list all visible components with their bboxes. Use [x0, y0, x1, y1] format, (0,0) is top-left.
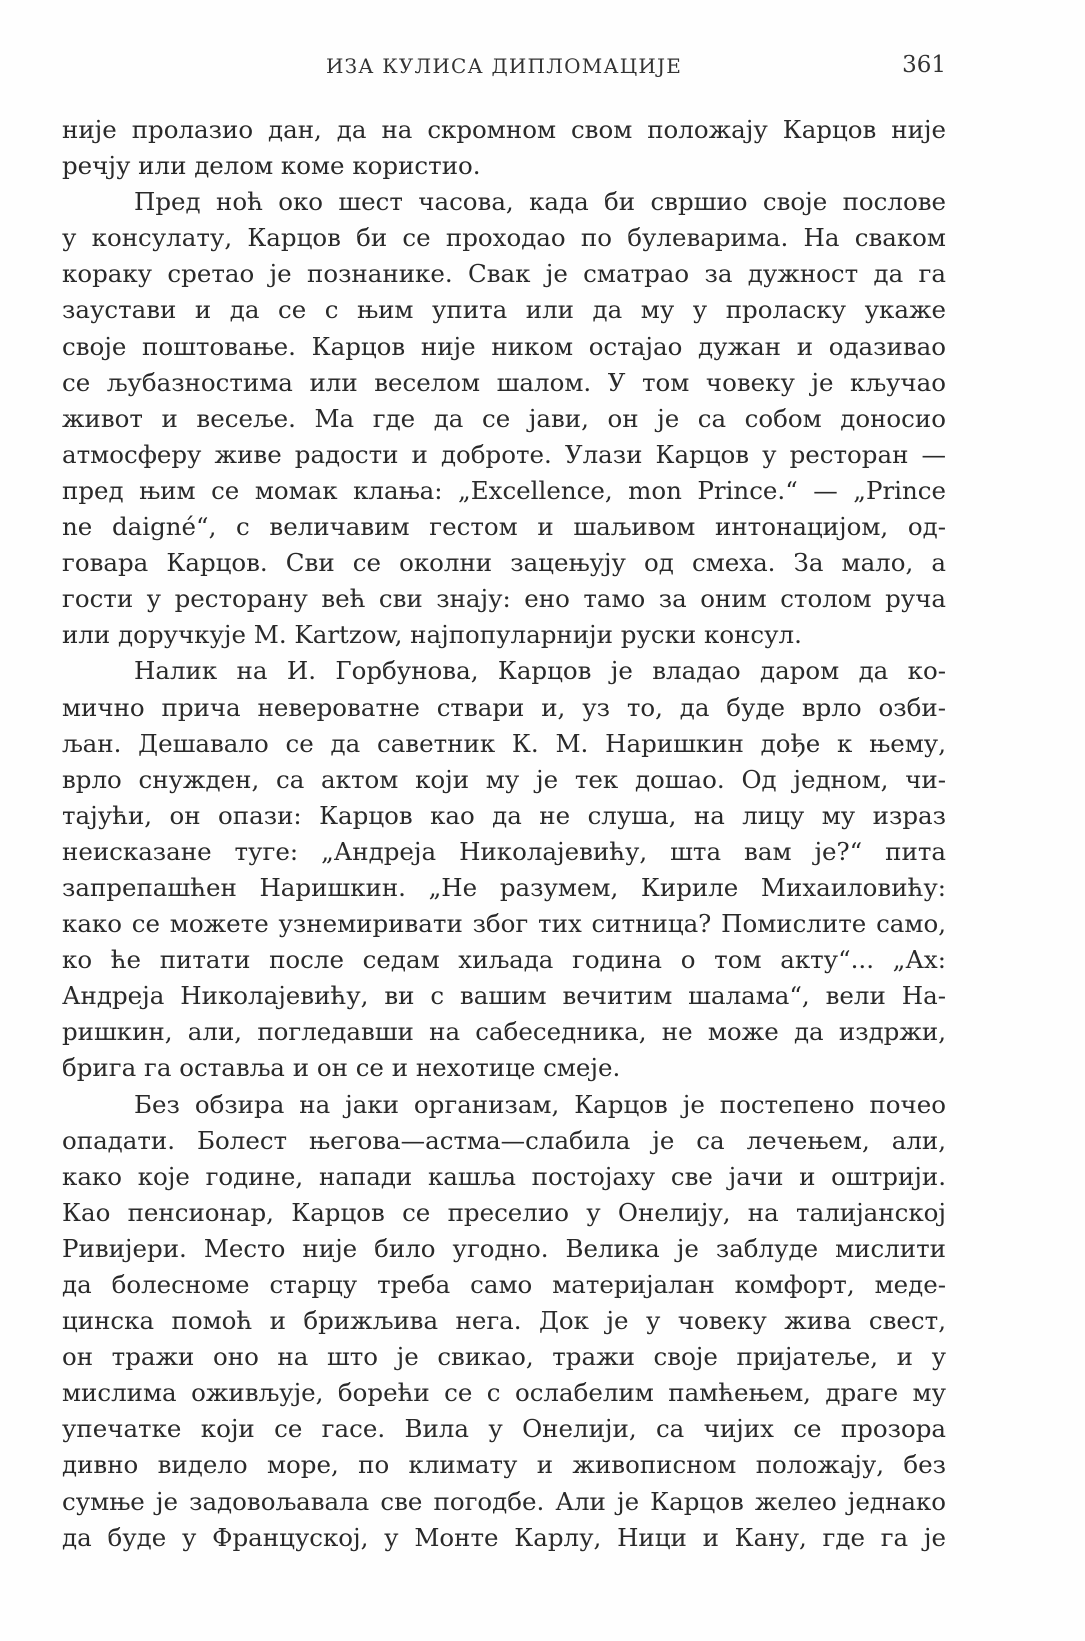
text-line: речју или делом коме користио.: [62, 151, 481, 181]
text-line: тајући, он опази: Карцов као да не слуша, на лицу му израз: [62, 800, 946, 830]
text-line: љан. Дешавало се да саветник К. М. Наришкин дође к њему,: [62, 728, 946, 758]
text-line: ришкин, али, погледавши на сабеседника, не може да издржи,: [62, 1017, 946, 1047]
text-line: Андреја Николајевићу, ви с вашим вечитим шалама“, вели На-: [62, 981, 946, 1011]
text-line: како које године, напади кашља постојаху све јачи и оштрији.: [62, 1161, 946, 1191]
text-line: неисказане туге: „Андреја Николајевићу, шта вам је?“ пита: [62, 836, 946, 866]
text-line: Као пенсионар, Карцов се преселио у Онелију, на талијанској: [62, 1197, 946, 1227]
text-line: кораку сретао је познанике. Свак је сматрао за дужност да га: [62, 259, 946, 289]
text-line: сумње је задовољавала све погодбе. Али је Карцов желео једнако: [62, 1486, 946, 1516]
text-line: врло снужден, са актом који му је тек дошао. Од једном, чи-: [62, 764, 946, 794]
text-line: или доручкује М. Kartzow, најпопуларнији руски консул.: [62, 620, 802, 650]
text-line: он тражи оно на што је свикао, тражи своје пријатеље, и у: [62, 1342, 946, 1372]
text-line: заустави и да се с њим упита или да му у проласку укаже: [62, 295, 946, 325]
text-line: да буде у Француској, у Монте Карлу, Ници и Кану, где га је: [62, 1522, 946, 1552]
text-line: у консулату, Карцов би се проходао по булеварима. На сваком: [62, 223, 946, 253]
text-line: ne daigné“, с величавим гестом и шаљивом интонацијом, од-: [62, 512, 946, 542]
text-line: дивно видело море, по климату и живописном положају, без: [62, 1450, 946, 1480]
text-line: говара Карцов. Сви се околни зацењују од смеха. За мало, а: [62, 548, 946, 578]
running-title: ИЗА КУЛИСА ДИПЛОМАЦИЈЕ: [325, 54, 683, 78]
text-line: брига га оставља и он се и нехотице смеје.: [62, 1053, 621, 1083]
text-line: се љубазностима или веселом шалом. У том човеку је кључао: [62, 367, 946, 397]
text-line: запрепашћен Наришкин. „Не разумем, Кириле Михаиловићу:: [62, 872, 946, 902]
text-line: упечатке који се гасе. Вила у Онелији, са чијих се прозора: [62, 1414, 946, 1444]
text-line: да болесноме старцу треба само материјалан комфорт, меде-: [62, 1270, 946, 1299]
text-line: атмосферу живе радости и доброте. Улази Карцов у ресторан —: [62, 439, 946, 469]
text-line: Без обзира на јаки организам, Карцов је постепено почео: [134, 1089, 946, 1119]
text-line: пред њим се момак клања: „Excellence, mon Prince.“ — „Prince: [62, 475, 946, 505]
text-line: Пред ноћ око шест часова, када би свршио своје послове: [134, 187, 946, 217]
text-line: није пролазио дан, да на скромном свом положају Карцов није: [62, 115, 946, 144]
text-line: живот и весеље. Ма где да се јави, он је са собом доносио: [62, 403, 946, 433]
text-line: ко ће питати после седам хиљада година о том акту“... „Ах:: [62, 945, 946, 975]
text-line: мично прича невероватне ствари и, уз то, да буде врло озби-: [62, 692, 946, 722]
body-text: [62, 112, 946, 1556]
text-line: мислима оживљује, борећи се с ослабелим памћењем, драге му: [62, 1378, 946, 1408]
text-line: како се можете узнемиривати због тих ситница? Помислите само,: [62, 909, 946, 939]
text-line: Налик на И. Горбунова, Карцов је владао даром да ко-: [134, 656, 946, 686]
page-number: 361: [902, 52, 946, 78]
text-line: опадати. Болест његова—астма—слабила је са лечењем, али,: [62, 1125, 946, 1155]
running-head: [62, 50, 946, 90]
text-line: Ривијери. Место није било угодно. Велика је заблуде мислити: [62, 1233, 946, 1263]
text-line: цинска помоћ и брижљива нега. Док је у човеку жива свест,: [62, 1306, 946, 1336]
text-line: своје поштовање. Карцов није ником остајао дужан и одазивао: [62, 331, 946, 361]
text-line: гости у ресторану већ сви знају: ено тамо за оним столом руча: [62, 584, 946, 614]
